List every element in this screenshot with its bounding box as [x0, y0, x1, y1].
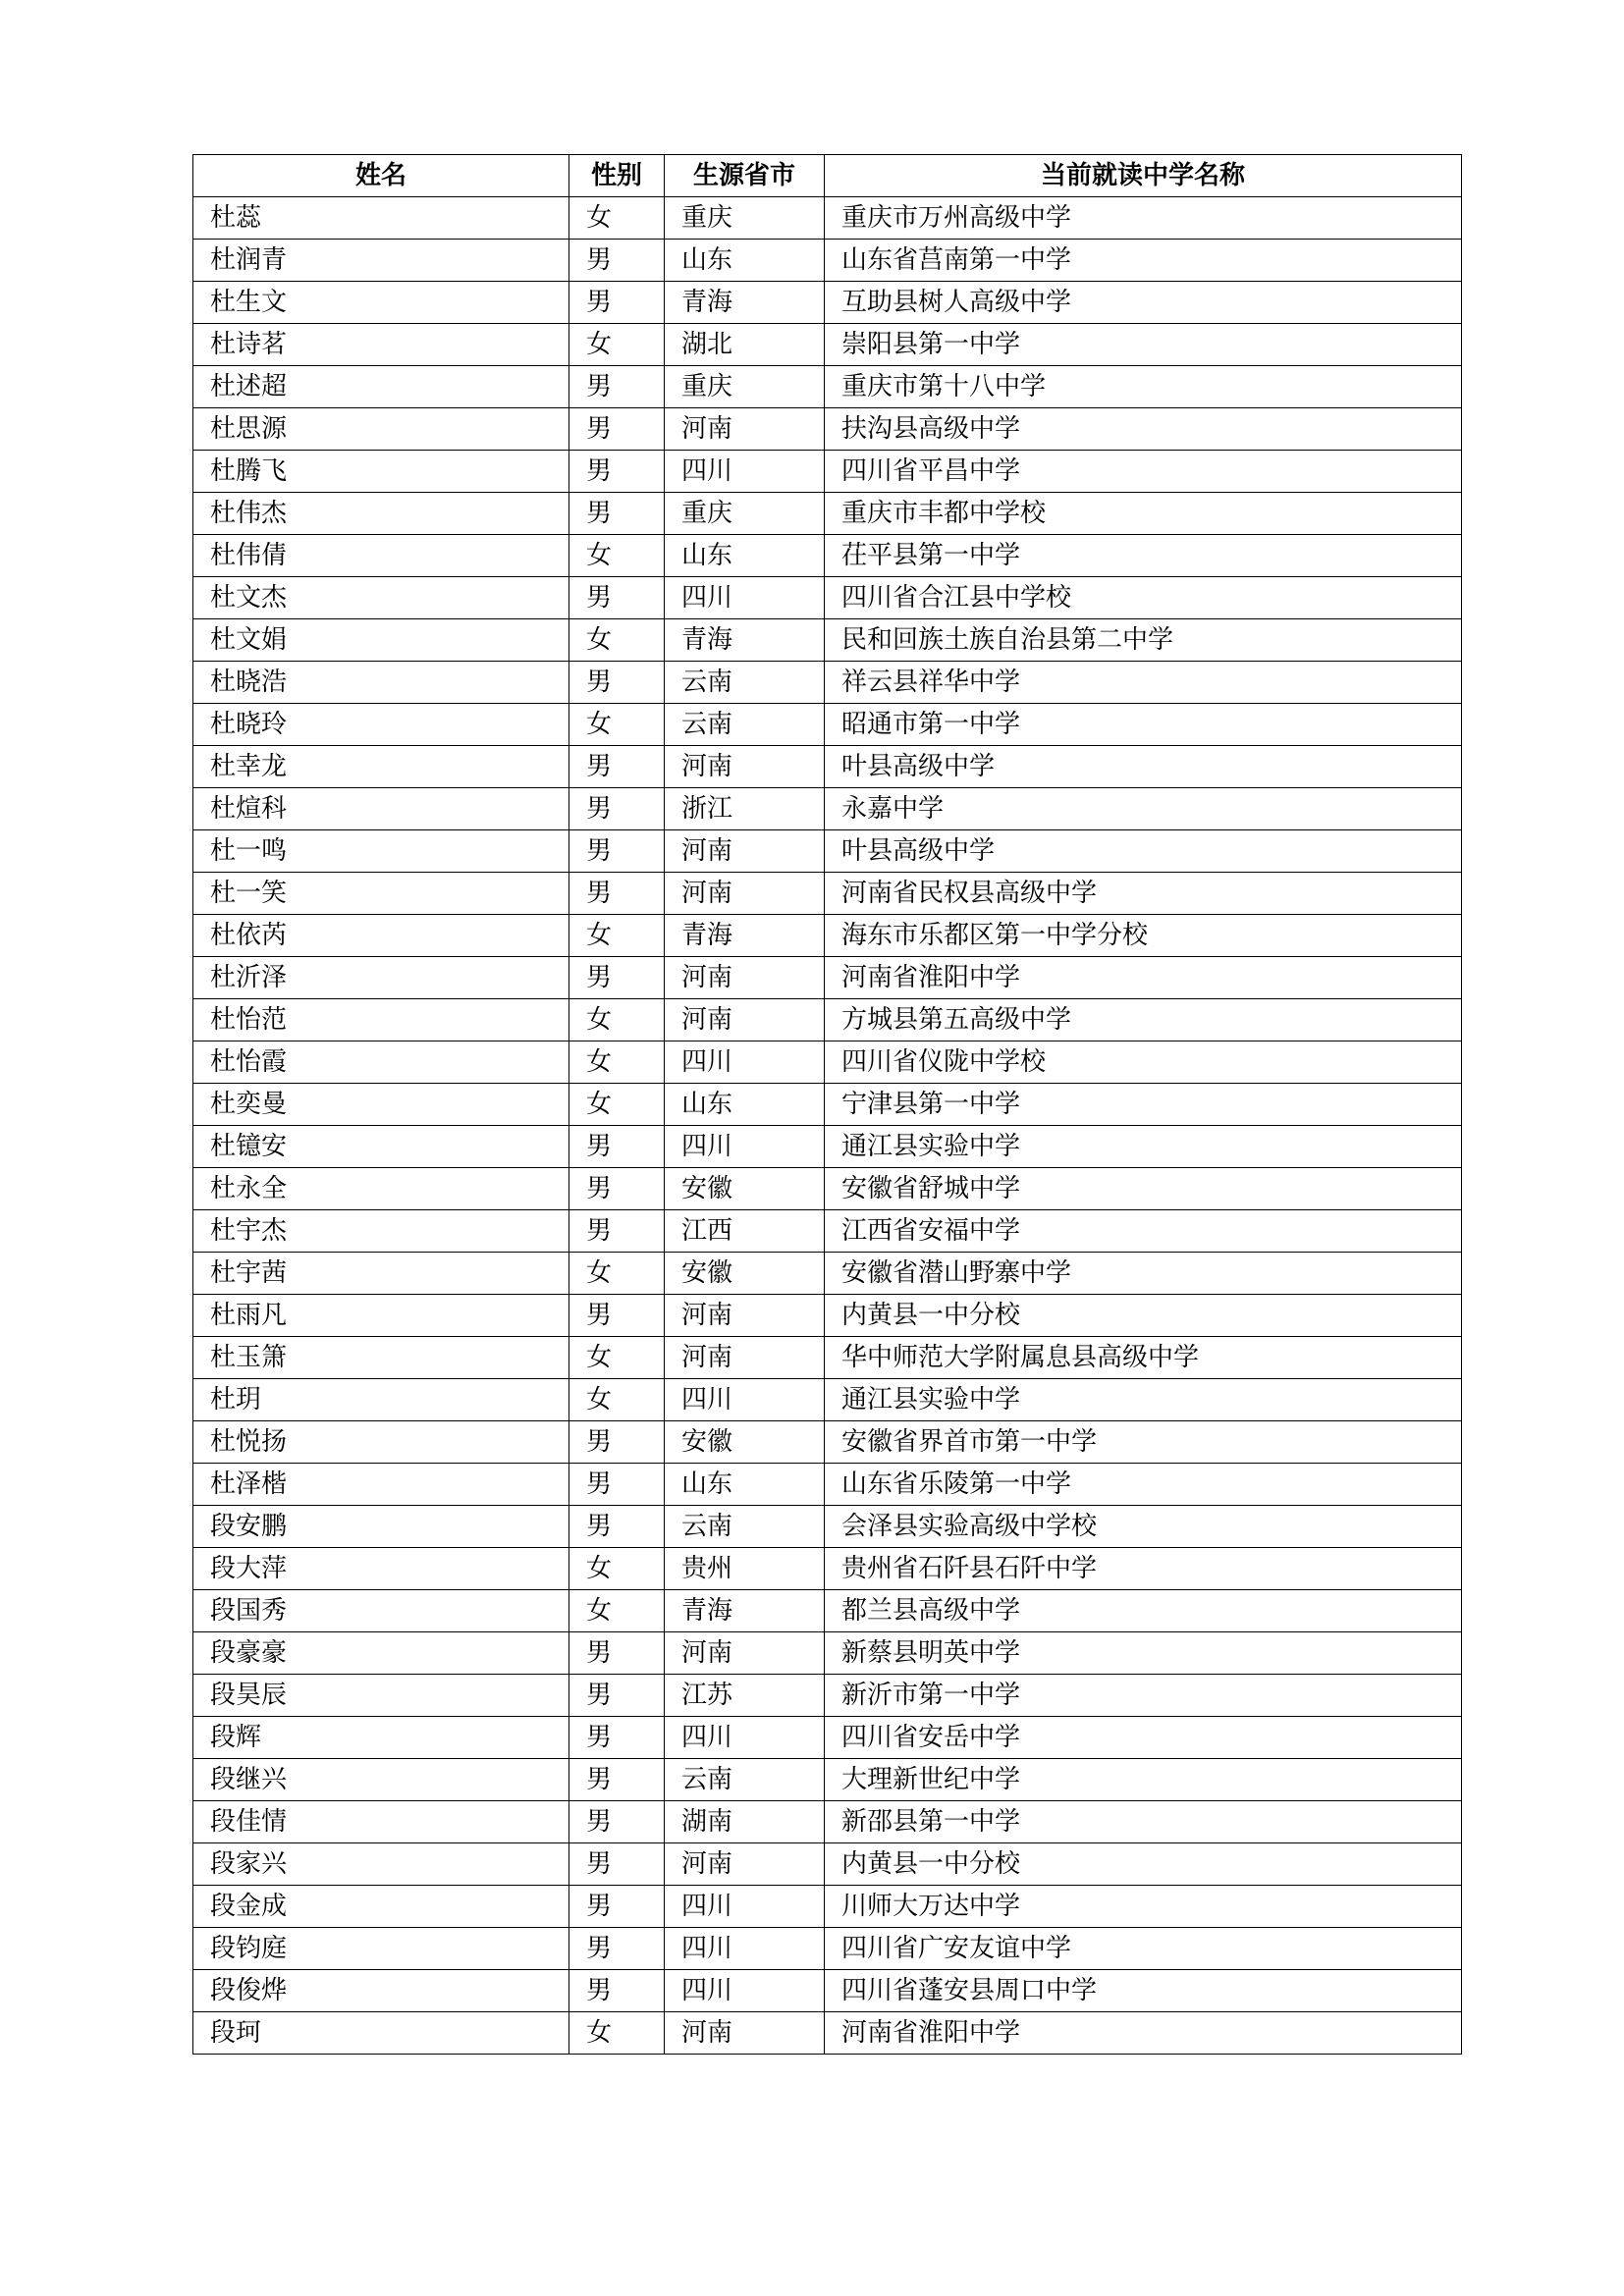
table-row: [193, 873, 1462, 915]
cell-gender: 女: [569, 1337, 665, 1379]
table-row: [193, 1295, 1462, 1337]
cell-province: 河南: [665, 1337, 825, 1379]
cell-school: 安徽省界首市第一中学: [825, 1421, 1462, 1464]
table-row: [193, 535, 1462, 577]
table-body: [193, 197, 1462, 2055]
table-row: [193, 1464, 1462, 1506]
cell-province: 安徽: [665, 1421, 825, 1464]
cell-name: 杜思源: [193, 408, 569, 451]
cell-school: 山东省莒南第一中学: [825, 240, 1462, 282]
table-row: [193, 1632, 1462, 1675]
header-province: 生源省市: [665, 155, 825, 197]
cell-school: 通江县实验中学: [825, 1126, 1462, 1168]
cell-province: 青海: [665, 1590, 825, 1632]
cell-gender: 男: [569, 1843, 665, 1886]
table-row: [193, 493, 1462, 535]
cell-gender: 女: [569, 1590, 665, 1632]
cell-school: 重庆市丰都中学校: [825, 493, 1462, 535]
cell-school: 都兰县高级中学: [825, 1590, 1462, 1632]
cell-province: 河南: [665, 830, 825, 873]
table-row: [193, 1168, 1462, 1210]
cell-name: 杜奕曼: [193, 1084, 569, 1126]
cell-province: 江西: [665, 1210, 825, 1253]
table-row: [193, 1210, 1462, 1253]
cell-gender: 男: [569, 1675, 665, 1717]
cell-school: 四川省蓬安县周口中学: [825, 1970, 1462, 2012]
cell-province: 四川: [665, 1886, 825, 1928]
cell-school: 大理新世纪中学: [825, 1759, 1462, 1801]
cell-province: 山东: [665, 1464, 825, 1506]
table-row: [193, 830, 1462, 873]
cell-gender: 男: [569, 1168, 665, 1210]
table-row: [193, 704, 1462, 746]
cell-gender: 男: [569, 873, 665, 915]
cell-province: 重庆: [665, 493, 825, 535]
cell-province: 江苏: [665, 1675, 825, 1717]
cell-school: 内黄县一中分校: [825, 1843, 1462, 1886]
table-row: [193, 1801, 1462, 1843]
cell-name: 杜晓浩: [193, 662, 569, 704]
cell-province: 河南: [665, 1632, 825, 1675]
cell-province: 云南: [665, 1759, 825, 1801]
cell-gender: 女: [569, 324, 665, 366]
cell-gender: 女: [569, 999, 665, 1041]
cell-name: 杜宇杰: [193, 1210, 569, 1253]
cell-school: 通江县实验中学: [825, 1379, 1462, 1421]
cell-name: 杜依芮: [193, 915, 569, 957]
cell-school: 江西省安福中学: [825, 1210, 1462, 1253]
cell-school: 民和回族土族自治县第二中学: [825, 619, 1462, 662]
table-row: [193, 2012, 1462, 2055]
cell-school: 安徽省潜山野寨中学: [825, 1253, 1462, 1295]
cell-name: 杜怡霞: [193, 1041, 569, 1084]
cell-name: 段安鹏: [193, 1506, 569, 1548]
table-row: [193, 746, 1462, 788]
table-row: [193, 197, 1462, 240]
table-row: [193, 999, 1462, 1041]
cell-gender: 男: [569, 1759, 665, 1801]
cell-gender: 女: [569, 197, 665, 240]
table-row: [193, 1506, 1462, 1548]
cell-school: 新蔡县明英中学: [825, 1632, 1462, 1675]
header-row: [193, 155, 1462, 197]
cell-province: 四川: [665, 1970, 825, 2012]
table-header: [193, 155, 1462, 197]
cell-province: 四川: [665, 1379, 825, 1421]
cell-gender: 男: [569, 451, 665, 493]
cell-province: 重庆: [665, 366, 825, 408]
cell-school: 新沂市第一中学: [825, 1675, 1462, 1717]
cell-gender: 男: [569, 1421, 665, 1464]
cell-name: 段珂: [193, 2012, 569, 2055]
cell-name: 段家兴: [193, 1843, 569, 1886]
cell-province: 河南: [665, 957, 825, 999]
cell-gender: 女: [569, 619, 665, 662]
cell-name: 段昊辰: [193, 1675, 569, 1717]
table-row: [193, 915, 1462, 957]
cell-school: 会泽县实验高级中学校: [825, 1506, 1462, 1548]
table-row: [193, 451, 1462, 493]
cell-name: 杜蕊: [193, 197, 569, 240]
table-row: [193, 1253, 1462, 1295]
table-row: [193, 240, 1462, 282]
table-row: [193, 1548, 1462, 1590]
table-row: [193, 282, 1462, 324]
cell-province: 安徽: [665, 1253, 825, 1295]
cell-name: 杜一鸣: [193, 830, 569, 873]
cell-name: 杜文娟: [193, 619, 569, 662]
cell-gender: 女: [569, 1548, 665, 1590]
table-row: [193, 1041, 1462, 1084]
table-row: [193, 1084, 1462, 1126]
cell-school: 祥云县祥华中学: [825, 662, 1462, 704]
cell-province: 湖南: [665, 1801, 825, 1843]
cell-province: 重庆: [665, 197, 825, 240]
cell-name: 杜镱安: [193, 1126, 569, 1168]
cell-province: 河南: [665, 408, 825, 451]
cell-school: 内黄县一中分校: [825, 1295, 1462, 1337]
header-gender: 性别: [569, 155, 665, 197]
table-row: [193, 1843, 1462, 1886]
cell-province: 云南: [665, 704, 825, 746]
cell-school: 宁津县第一中学: [825, 1084, 1462, 1126]
cell-province: 四川: [665, 1717, 825, 1759]
cell-name: 杜生文: [193, 282, 569, 324]
cell-name: 段大萍: [193, 1548, 569, 1590]
cell-name: 杜诗茗: [193, 324, 569, 366]
cell-name: 杜腾飞: [193, 451, 569, 493]
cell-school: 方城县第五高级中学: [825, 999, 1462, 1041]
cell-school: 崇阳县第一中学: [825, 324, 1462, 366]
table-row: [193, 1590, 1462, 1632]
cell-gender: 男: [569, 788, 665, 830]
table-row: [193, 1717, 1462, 1759]
cell-name: 杜玥: [193, 1379, 569, 1421]
cell-province: 青海: [665, 282, 825, 324]
cell-gender: 男: [569, 1970, 665, 2012]
table-row: [193, 1126, 1462, 1168]
table-row: [193, 1421, 1462, 1464]
cell-gender: 女: [569, 2012, 665, 2055]
cell-gender: 男: [569, 746, 665, 788]
cell-province: 河南: [665, 2012, 825, 2055]
cell-gender: 男: [569, 240, 665, 282]
cell-name: 杜晓玲: [193, 704, 569, 746]
cell-gender: 男: [569, 662, 665, 704]
cell-gender: 男: [569, 830, 665, 873]
cell-gender: 男: [569, 408, 665, 451]
student-table: [192, 154, 1462, 2055]
cell-school: 昭通市第一中学: [825, 704, 1462, 746]
table-row: [193, 662, 1462, 704]
cell-name: 段国秀: [193, 1590, 569, 1632]
cell-gender: 女: [569, 1041, 665, 1084]
cell-school: 叶县高级中学: [825, 746, 1462, 788]
table-row: [193, 1675, 1462, 1717]
cell-name: 杜泽楷: [193, 1464, 569, 1506]
cell-name: 杜雨凡: [193, 1295, 569, 1337]
cell-school: 四川省仪陇中学校: [825, 1041, 1462, 1084]
cell-name: 杜伟杰: [193, 493, 569, 535]
cell-school: 四川省合江县中学校: [825, 577, 1462, 619]
cell-school: 川师大万达中学: [825, 1886, 1462, 1928]
cell-province: 山东: [665, 240, 825, 282]
cell-name: 杜一笑: [193, 873, 569, 915]
cell-name: 段钧庭: [193, 1928, 569, 1970]
table-row: [193, 366, 1462, 408]
cell-gender: 男: [569, 1126, 665, 1168]
cell-gender: 男: [569, 577, 665, 619]
cell-name: 杜宇茜: [193, 1253, 569, 1295]
cell-name: 杜文杰: [193, 577, 569, 619]
cell-province: 贵州: [665, 1548, 825, 1590]
cell-school: 贵州省石阡县石阡中学: [825, 1548, 1462, 1590]
cell-school: 重庆市第十八中学: [825, 366, 1462, 408]
cell-gender: 男: [569, 1928, 665, 1970]
cell-province: 安徽: [665, 1168, 825, 1210]
cell-school: 扶沟县高级中学: [825, 408, 1462, 451]
table-row: [193, 1337, 1462, 1379]
cell-school: 重庆市万州高级中学: [825, 197, 1462, 240]
cell-school: 河南省淮阳中学: [825, 957, 1462, 999]
cell-gender: 男: [569, 1801, 665, 1843]
cell-school: 新邵县第一中学: [825, 1801, 1462, 1843]
cell-province: 山东: [665, 535, 825, 577]
cell-province: 四川: [665, 1928, 825, 1970]
cell-name: 杜悦扬: [193, 1421, 569, 1464]
cell-school: 河南省淮阳中学: [825, 2012, 1462, 2055]
cell-gender: 男: [569, 493, 665, 535]
table-row: [193, 1970, 1462, 2012]
cell-name: 段继兴: [193, 1759, 569, 1801]
cell-gender: 女: [569, 1379, 665, 1421]
cell-name: 杜玉箫: [193, 1337, 569, 1379]
cell-name: 段佳情: [193, 1801, 569, 1843]
cell-name: 段豪豪: [193, 1632, 569, 1675]
cell-province: 河南: [665, 873, 825, 915]
cell-school: 海东市乐都区第一中学分校: [825, 915, 1462, 957]
table-row: [193, 1379, 1462, 1421]
cell-name: 杜伟倩: [193, 535, 569, 577]
cell-name: 段俊烨: [193, 1970, 569, 2012]
table-row: [193, 1928, 1462, 1970]
cell-province: 河南: [665, 1295, 825, 1337]
table-row: [193, 1759, 1462, 1801]
cell-school: 叶县高级中学: [825, 830, 1462, 873]
cell-gender: 男: [569, 1464, 665, 1506]
cell-province: 四川: [665, 577, 825, 619]
cell-school: 四川省安岳中学: [825, 1717, 1462, 1759]
table-row: [193, 1886, 1462, 1928]
cell-name: 杜煊科: [193, 788, 569, 830]
table-row: [193, 957, 1462, 999]
cell-province: 湖北: [665, 324, 825, 366]
cell-school: 河南省民权县高级中学: [825, 873, 1462, 915]
cell-name: 杜幸龙: [193, 746, 569, 788]
cell-gender: 男: [569, 957, 665, 999]
cell-school: 山东省乐陵第一中学: [825, 1464, 1462, 1506]
cell-province: 河南: [665, 746, 825, 788]
cell-name: 杜润青: [193, 240, 569, 282]
header-school: 当前就读中学名称: [825, 155, 1462, 197]
cell-province: 青海: [665, 619, 825, 662]
cell-province: 浙江: [665, 788, 825, 830]
cell-gender: 男: [569, 1506, 665, 1548]
cell-school: 四川省平昌中学: [825, 451, 1462, 493]
table-row: [193, 619, 1462, 662]
cell-gender: 男: [569, 1886, 665, 1928]
cell-province: 四川: [665, 1126, 825, 1168]
cell-gender: 男: [569, 1717, 665, 1759]
cell-gender: 男: [569, 1295, 665, 1337]
cell-gender: 女: [569, 1253, 665, 1295]
cell-province: 山东: [665, 1084, 825, 1126]
cell-name: 杜述超: [193, 366, 569, 408]
cell-school: 永嘉中学: [825, 788, 1462, 830]
header-name: 姓名: [193, 155, 569, 197]
cell-province: 青海: [665, 915, 825, 957]
table-row: [193, 408, 1462, 451]
cell-gender: 女: [569, 704, 665, 746]
table-row: [193, 577, 1462, 619]
cell-name: 杜永全: [193, 1168, 569, 1210]
cell-province: 云南: [665, 1506, 825, 1548]
cell-province: 河南: [665, 1843, 825, 1886]
cell-school: 安徽省舒城中学: [825, 1168, 1462, 1210]
cell-gender: 男: [569, 282, 665, 324]
cell-province: 河南: [665, 999, 825, 1041]
cell-school: 茌平县第一中学: [825, 535, 1462, 577]
cell-gender: 男: [569, 1632, 665, 1675]
cell-gender: 男: [569, 366, 665, 408]
cell-school: 四川省广安友谊中学: [825, 1928, 1462, 1970]
cell-gender: 女: [569, 915, 665, 957]
cell-name: 杜怡范: [193, 999, 569, 1041]
cell-province: 四川: [665, 451, 825, 493]
cell-school: 互助县树人高级中学: [825, 282, 1462, 324]
cell-gender: 女: [569, 1084, 665, 1126]
cell-school: 华中师范大学附属息县高级中学: [825, 1337, 1462, 1379]
cell-gender: 女: [569, 535, 665, 577]
table-row: [193, 324, 1462, 366]
cell-province: 四川: [665, 1041, 825, 1084]
cell-gender: 男: [569, 1210, 665, 1253]
cell-name: 段辉: [193, 1717, 569, 1759]
table-row: [193, 788, 1462, 830]
cell-province: 云南: [665, 662, 825, 704]
cell-name: 段金成: [193, 1886, 569, 1928]
cell-name: 杜沂泽: [193, 957, 569, 999]
